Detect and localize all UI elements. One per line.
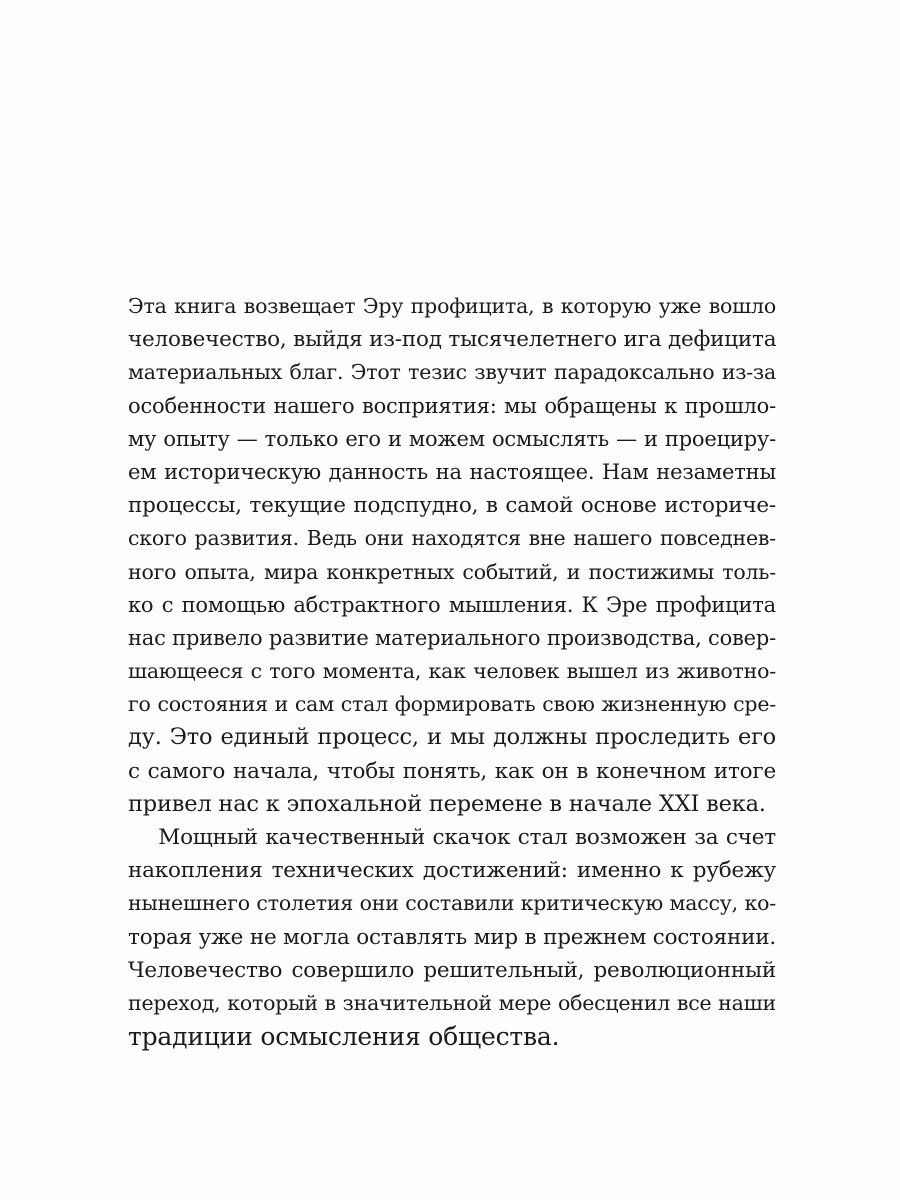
text-line: с самого начала, чтобы понять, как он в конечном итоге xyxy=(128,758,776,784)
text-line: привел нас к эпохальной перемене в начале XXI века. xyxy=(128,790,766,817)
paragraph-2 xyxy=(128,821,776,1053)
text-line: человечество, выйдя из-под тысячелетнего ига дефицита xyxy=(128,327,777,353)
text-line: материальных благ. Этот тезис звучит парадоксально из-за xyxy=(128,360,776,385)
text-line: му опыту — только его и можем осмыслять — и проециру- xyxy=(128,426,776,451)
text-line: Мощный качественный скачок стал возможен за счет xyxy=(128,825,776,850)
text-line: ского развития. Ведь они находятся вне нашего повседнев- xyxy=(128,526,776,551)
text-line: особенности нашего восприятия: мы обращены к прошло- xyxy=(128,393,776,418)
text-line: ного опыта, мира конкретных событий, и постижимы толь- xyxy=(128,559,776,584)
text-line: процессы, текущие подспудно, в самой основе историче- xyxy=(128,493,776,519)
text-line: го состояния и сам стал формировать свою жизненную сре- xyxy=(128,692,776,717)
text-line: торая уже не могла оставлять мир в прежнем состоянии. xyxy=(128,924,776,950)
text-line: шающееся с того момента, как человек вышел из животно- xyxy=(128,659,776,684)
text-line: ко с помощью абстрактного мышления. К Эре профицита xyxy=(128,592,776,617)
text-line: переход, который в значительной мере обесценил все наши xyxy=(128,990,776,1015)
paragraph-1 xyxy=(128,290,776,821)
text-line: ду. Это единый процесс, и мы должны проследить его xyxy=(128,724,776,751)
text-line: нынешнего столетия они составили критическую массу, ко- xyxy=(128,891,776,916)
text-line: накопления технических достижений: именно к рубежу xyxy=(128,858,776,884)
text-line: Человечество совершило решительный, революционный xyxy=(128,957,776,983)
text-line: ем историческую данность на настоящее. Нам незаметны xyxy=(128,459,776,484)
text-line: нас привело развитие материального производства, совер- xyxy=(128,625,777,650)
text-line: Эта книга возвещает Эру профицита, в которую уже вошло xyxy=(128,294,776,318)
text-line: традиции осмысления общества. xyxy=(128,1022,560,1052)
body-text xyxy=(128,290,776,1053)
